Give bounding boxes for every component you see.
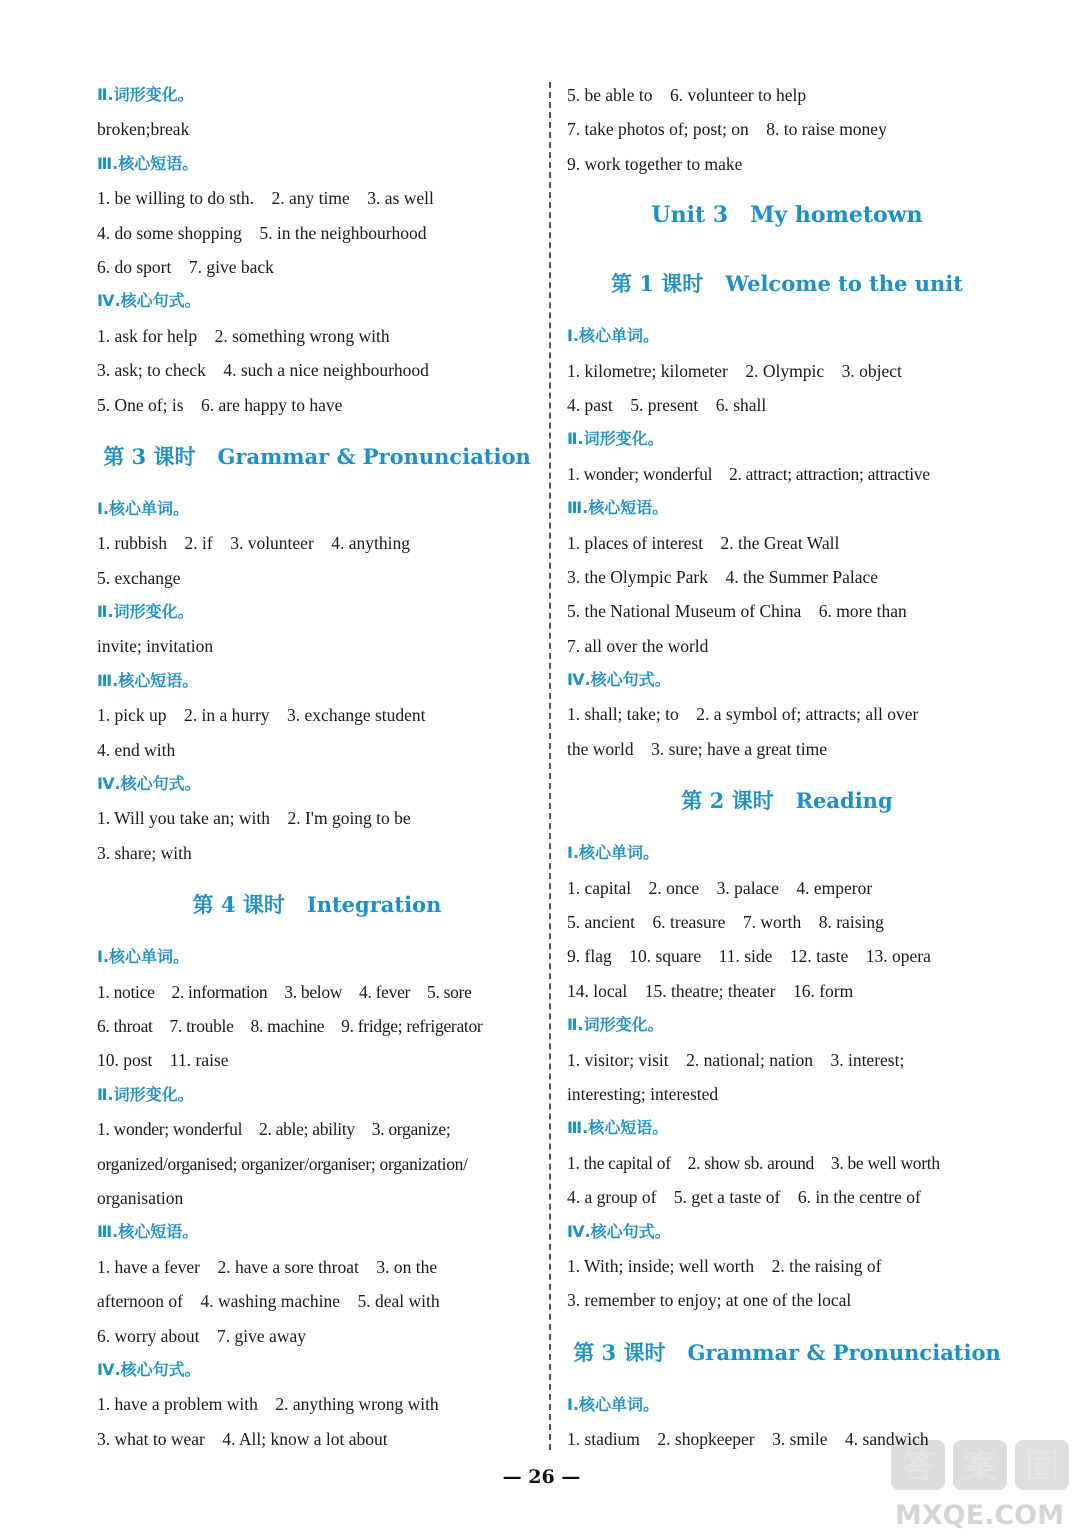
answer-line: 1. kilometre; kilometer 2. Olympic 3. object: [567, 360, 902, 381]
answer-line: 5. exchange: [97, 567, 181, 588]
answer-line: 1. stadium 2. shopkeeper 3. smile 4. sandwich: [567, 1429, 929, 1450]
answer-line: 1. capital 2. once 3. palace 4. emperor: [567, 877, 873, 898]
section-label: Ⅲ.核心短语。: [567, 1118, 669, 1138]
answer-line: 1. pick up 2. in a hurry 3. exchange student: [97, 705, 426, 726]
svg-text:圈: 圈: [1025, 1447, 1059, 1487]
heading-number: Unit 3: [651, 202, 729, 229]
unit-heading: [567, 181, 1007, 249]
section-label: Ⅳ.核心句式。: [97, 1359, 201, 1379]
lesson-heading: [567, 1318, 1007, 1388]
answer-line: 4. end with: [97, 739, 176, 760]
answer-line: afternoon of 4. washing machine 5. deal with: [97, 1291, 440, 1312]
section-label: Ⅲ.核心短语。: [567, 498, 669, 518]
answer-line: 1. have a problem with 2. anything wrong with: [97, 1394, 439, 1415]
answer-line: 1. be willing to do sth. 2. any time 3. as well: [97, 188, 434, 209]
answer-line: 4. past 5. present 6. shall: [567, 394, 767, 415]
answer-line: 5. One of; is 6. are happy to have: [97, 394, 343, 415]
answer-line: invite; invitation: [97, 636, 214, 657]
heading-title: Welcome to the unit: [725, 271, 963, 297]
answer-line: 3. remember to enjoy; at one of the local: [567, 1290, 852, 1311]
column-divider: [549, 82, 551, 1450]
section-label: Ⅳ.核心句式。: [97, 774, 201, 794]
section-label: Ⅱ.词形变化。: [97, 85, 194, 104]
answer-line: 6. do sport 7. give back: [97, 256, 274, 277]
section-label: Ⅲ.核心短语。: [97, 153, 199, 173]
answer-line: the world 3. sure; have a great time: [567, 738, 827, 759]
section-label: Ⅰ.核心单词。: [567, 1394, 660, 1414]
answer-line: 5. ancient 6. treasure 7. worth 8. raising: [567, 912, 884, 933]
lesson-heading: [567, 766, 1007, 836]
answer-line: 1. With; inside; well worth 2. the raising of: [567, 1255, 882, 1276]
heading-title: Grammar & Pronunciation: [687, 1339, 1001, 1365]
answer-line: 4. do some shopping 5. in the neighbourhood: [97, 222, 427, 243]
svg-text:答: 答: [901, 1447, 935, 1487]
answer-line: 1. Will you take an; with 2. I'm going to be: [97, 808, 411, 829]
section-label: Ⅰ.核心单词。: [97, 947, 190, 967]
answer-line: 1. places of interest 2. the Great Wall: [567, 532, 840, 553]
answer-line: 3. the Olympic Park 4. the Summer Palace: [567, 566, 879, 587]
lesson-heading: [97, 870, 537, 940]
section-label: Ⅱ.词形变化。: [567, 429, 664, 449]
page-number: — 26 —: [502, 1466, 581, 1488]
answer-line: interesting; interested: [567, 1083, 719, 1104]
section-label: Ⅳ.核心句式。: [97, 291, 201, 311]
section-label: Ⅱ.词形变化。: [97, 1084, 194, 1104]
lesson-heading: [567, 249, 1007, 319]
answer-line: 4. a group of 5. get a taste of 6. in the centre of: [567, 1187, 921, 1208]
heading-title: Grammar & Pronunciation: [217, 443, 531, 469]
answer-line: 3. ask; to check 4. such a nice neighbourhood: [97, 360, 429, 381]
section-label: Ⅰ.核心单词。: [97, 498, 190, 518]
heading-number: 第 2 课时: [681, 788, 774, 814]
answer-line: 6. worry about 7. give away: [97, 1325, 306, 1346]
answer-line: 9. flag 10. square 11. side 12. taste 13. opera: [567, 946, 931, 967]
heading-title: Integration: [306, 892, 442, 918]
answer-line: 1. the capital of 2. show sb. around 3. be well worth: [567, 1152, 940, 1173]
answer-line: 1. rubbish 2. if 3. volunteer 4. anything: [97, 533, 411, 554]
section-label: Ⅱ.词形变化。: [97, 602, 194, 622]
answer-line: 1. have a fever 2. have a sore throat 3. on the: [97, 1256, 438, 1277]
watermark-logo: [887, 1436, 1077, 1532]
answer-line: 9. work together to make: [567, 153, 743, 174]
section-label: Ⅲ.核心短语。: [97, 1222, 199, 1242]
answer-line: 5. be able to 6. volunteer to help: [567, 85, 807, 105]
answer-line: 7. all over the world: [567, 635, 709, 656]
answer-line: broken;break: [97, 119, 190, 140]
answer-line: 3. what to wear 4. All; know a lot about: [97, 1428, 388, 1449]
answer-line: organisation: [97, 1187, 184, 1208]
heading-title: Reading: [795, 788, 893, 814]
answer-line: 6. throat 7. trouble 8. machine 9. fridge; refrigerator: [97, 1015, 483, 1036]
section-label: Ⅳ.核心句式。: [567, 670, 671, 690]
answer-line: 1. notice 2. information 3. below 4. fever 5. sore: [97, 981, 472, 1002]
answer-line: 1. ask for help 2. something wrong with: [97, 325, 390, 346]
section-label: Ⅲ.核心短语。: [97, 670, 199, 690]
right-column: [567, 78, 1007, 1457]
answer-line: 1. wonder; wonderful 2. able; ability 3. organize;: [97, 1119, 451, 1140]
answer-line: 3. share; with: [97, 842, 192, 863]
svg-text:案: 案: [963, 1447, 997, 1487]
answer-line: 1. wonder; wonderful 2. attract; attraction; attractive: [567, 463, 930, 484]
section-label: Ⅰ.核心单词。: [567, 326, 660, 346]
answer-line: 14. local 15. theatre; theater 16. form: [567, 980, 854, 1001]
lesson-heading: [97, 422, 537, 492]
answer-line: 1. visitor; visit 2. national; nation 3. interest;: [567, 1049, 905, 1070]
section-label: Ⅱ.词形变化。: [567, 1015, 664, 1035]
answer-line: 10. post 11. raise: [97, 1050, 229, 1071]
answer-line: 5. the National Museum of China 6. more than: [567, 601, 907, 622]
heading-number: 第 1 课时: [610, 271, 704, 297]
answer-line: 7. take photos of; post; on 8. to raise money: [567, 119, 887, 140]
heading-number: 第 3 课时: [103, 443, 196, 469]
heading-title: My hometown: [750, 202, 923, 229]
heading-number: 第 4 课时: [192, 892, 285, 918]
heading-number: 第 3 课时: [573, 1339, 666, 1365]
section-label: Ⅳ.核心句式。: [567, 1221, 671, 1241]
answer-line: 1. shall; take; to 2. a symbol of; attracts; all over: [567, 704, 919, 725]
left-column: [97, 78, 537, 1456]
svg-text:MXQE.COM: MXQE.COM: [895, 1500, 1064, 1531]
answer-line: organized/organised; organizer/organiser; organization/: [97, 1153, 468, 1174]
section-label: Ⅰ.核心单词。: [567, 843, 660, 863]
